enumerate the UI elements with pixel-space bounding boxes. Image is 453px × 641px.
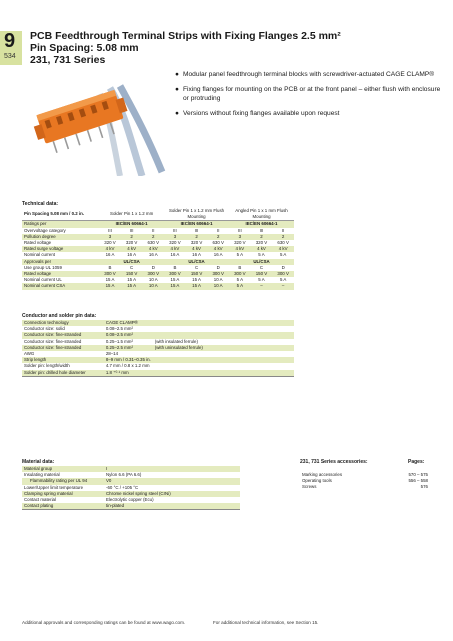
- cell-value: D: [142, 265, 164, 271]
- row-note: (with uninsulated ferrule): [153, 345, 294, 351]
- group-label: UL/CSA: [164, 259, 229, 265]
- cell-value: 10 A: [142, 283, 164, 289]
- cell-value: 630 V: [142, 240, 164, 246]
- cell-value: 16 A: [207, 252, 229, 258]
- cell-value: 5 A: [251, 277, 273, 283]
- cell-value: III: [164, 228, 186, 234]
- cell-value: 150 V: [121, 271, 143, 277]
- feature-item: ● Versions without fixing flanges available upon request: [175, 110, 340, 117]
- group-label: UL/CSA: [99, 259, 164, 265]
- row-label: Ratings per: [22, 221, 99, 228]
- cell-value: 15 A: [186, 277, 208, 283]
- row-value: CAGE CLAMP®: [104, 320, 153, 326]
- cell-value: 16 A: [164, 252, 186, 258]
- cell-value: C: [186, 265, 208, 271]
- accessories-heading: 231, 731 Series accessories:: [300, 459, 368, 465]
- row-value: 8–9 mm / 0.31–0.35 in.: [105, 357, 151, 363]
- cell-value: III: [251, 228, 273, 234]
- row-label: Contact material: [22, 497, 104, 503]
- cell-value: 3: [164, 234, 186, 240]
- feature-item: ● Fixing flanges for mounting on the PCB or at the front panel – either flush with enclosure or protruding: [175, 86, 441, 102]
- cell-value: 16 A: [186, 252, 208, 258]
- row-value: 0.08–2.5 mm²: [104, 326, 153, 332]
- row-label: Conductor size: solid: [22, 326, 104, 332]
- cell-value: C: [121, 265, 143, 271]
- cell-value: 150 V: [251, 271, 273, 277]
- row-label: Use group UL 1059: [22, 265, 99, 271]
- cell-value: 320 V: [99, 240, 121, 246]
- cell-value: 5 A: [229, 277, 251, 283]
- cell-value: 4 kV: [251, 246, 273, 252]
- cell-value: II: [272, 228, 294, 234]
- cell-value: 4 kV: [99, 246, 121, 252]
- material-table: [22, 466, 240, 510]
- cell-value: 300 V: [272, 271, 294, 277]
- cell-value: 16 A: [99, 252, 121, 258]
- cell-value: 300 V: [229, 271, 251, 277]
- row-label: Contact plating: [22, 503, 104, 510]
- technical-header-row: Pin Spacing 5.08 mm / 0.2 in. Solder Pin 1 x 1.2 mm Solder Pin 1 x 1.2 mm Flush Mounting Angled Pin 1 x 1 mm Flush Mounting: [22, 208, 294, 221]
- page-number: 534: [4, 53, 16, 60]
- cell-value: –: [251, 283, 273, 289]
- feature-item: ● Modular panel feedthrough terminal blocks with screwdriver-actuated CAGE CLAMP®: [175, 71, 435, 78]
- row-label: Lower/Upper limit temperature: [22, 485, 104, 491]
- accessory-label: Marking accessories: [300, 472, 380, 478]
- row-label: Approvals per: [22, 259, 99, 265]
- row-value: Chrome nickel spring steel (CrNi): [104, 491, 240, 497]
- technical-row: [22, 221, 294, 228]
- cell-value: 2: [186, 234, 208, 240]
- row-value: -60 °C / +105 °C: [104, 485, 240, 491]
- footer-right: For additional technical information, see Section 15.: [213, 620, 319, 625]
- cell-value: B: [229, 265, 251, 271]
- cell-value: 15 A: [99, 277, 121, 283]
- cell-value: 2: [207, 234, 229, 240]
- group-label: IEC/EN 60664-1: [99, 221, 164, 228]
- row-label: Material group: [22, 466, 104, 472]
- accessory-label: Operating tools: [300, 478, 380, 484]
- row-label: Rated voltage: [22, 240, 99, 246]
- cell-value: 300 V: [207, 271, 229, 277]
- row-label: Overvoltage category: [22, 228, 99, 234]
- cell-value: 300 V: [99, 271, 121, 277]
- footer-left: Additional approvals and corresponding ratings can be found at www.wago.com.: [22, 620, 186, 625]
- cell-value: III: [99, 228, 121, 234]
- cell-value: 4 kV: [121, 246, 143, 252]
- row-value: tin-plated: [104, 503, 240, 510]
- cell-value: 300 V: [142, 271, 164, 277]
- cell-value: 10 A: [142, 277, 164, 283]
- accessory-pages: 576: [380, 484, 430, 490]
- row-value: 4.7 mm / 0.8 x 1.2 mm: [104, 363, 153, 369]
- row-label: Nominal current UL: [22, 277, 99, 283]
- row-value: 0.25–2.5 mm²: [104, 345, 153, 351]
- cell-value: 2: [272, 234, 294, 240]
- cell-value: 2: [142, 234, 164, 240]
- material-heading: Material data:: [22, 459, 55, 465]
- row-note: [153, 370, 294, 377]
- cell-value: 5 A: [229, 252, 251, 258]
- row-label: Conductor size: fine-stranded: [22, 332, 104, 338]
- group-label: IEC/EN 60664-1: [229, 221, 294, 228]
- row-label: Solder pin: length/width: [22, 363, 104, 369]
- cell-value: 630 V: [272, 240, 294, 246]
- row-label: Insulating material: [22, 472, 104, 478]
- conductor-heading: Conductor and solder pin data:: [22, 313, 97, 319]
- chapter-number: 9: [4, 30, 16, 52]
- row-label: Nominal current: [22, 252, 99, 258]
- row-value: V0: [104, 478, 240, 484]
- group-label: UL/CSA: [229, 259, 294, 265]
- row-label: Flammability rating per UL 94: [22, 478, 104, 484]
- pages-heading: Pages:: [408, 459, 425, 465]
- row-note: (with insulated ferrule): [153, 339, 294, 345]
- cell-value: 3: [229, 234, 251, 240]
- row-label: Solder pin: drilled hole diameter: [22, 370, 104, 377]
- cell-value: 4 kV: [186, 246, 208, 252]
- technical-table: [22, 208, 294, 290]
- cell-value: 630 V: [207, 240, 229, 246]
- cell-value: 5 A: [272, 277, 294, 283]
- cell-value: C: [251, 265, 273, 271]
- row-label: Rated surge voltage: [22, 246, 99, 252]
- technical-row: [22, 283, 294, 289]
- accessory-label: Screws: [300, 484, 380, 490]
- cell-value: III: [121, 228, 143, 234]
- cell-value: 2: [251, 234, 273, 240]
- row-label: Connection technology: [22, 320, 104, 326]
- row-label: Conductor size: fine-stranded: [22, 339, 104, 345]
- conductor-row: [22, 370, 294, 377]
- cell-value: 15 A: [99, 283, 121, 289]
- cell-value: 5 A: [229, 283, 251, 289]
- cell-value: 300 V: [164, 271, 186, 277]
- cell-value: III: [229, 228, 251, 234]
- cell-value: 10 A: [207, 283, 229, 289]
- cell-value: 10 A: [207, 277, 229, 283]
- row-label: Nominal current CSA: [22, 283, 99, 289]
- cell-value: 16 A: [142, 252, 164, 258]
- row-label: Strip length: [22, 357, 104, 363]
- row-value: Nylon 6.6 (PA 6.6): [104, 472, 240, 478]
- group-label: IEC/EN 60664-1: [164, 221, 229, 228]
- cell-value: 320 V: [229, 240, 251, 246]
- title-line-3: 231, 731 Series: [30, 54, 106, 66]
- cell-value: 4 kV: [207, 246, 229, 252]
- cell-value: III: [186, 228, 208, 234]
- row-value: 0.25–1.5 mm²: [104, 339, 153, 345]
- row-value: 28–14: [104, 351, 153, 357]
- title-line-1: PCB Feedthrough Terminal Strips with Fixing Flanges 2.5 mm²: [30, 30, 341, 42]
- cell-value: 4 kV: [229, 246, 251, 252]
- cell-value: 320 V: [186, 240, 208, 246]
- cell-value: –: [272, 283, 294, 289]
- cell-value: 15 A: [164, 277, 186, 283]
- cell-value: B: [164, 265, 186, 271]
- cell-value: 4 kV: [142, 246, 164, 252]
- cell-value: 3: [99, 234, 121, 240]
- title-line-2: Pin Spacing: 5.08 mm: [30, 42, 139, 54]
- cell-value: 15 A: [121, 283, 143, 289]
- cell-value: D: [272, 265, 294, 271]
- row-label: Pollution degree: [22, 234, 99, 240]
- page-title: [30, 30, 341, 66]
- cell-value: D: [207, 265, 229, 271]
- accessories-table: [300, 472, 430, 491]
- technical-heading: Technical data:: [22, 201, 59, 207]
- row-value: I: [104, 466, 240, 472]
- cell-value: 2: [121, 234, 143, 240]
- cell-value: 5 A: [272, 252, 294, 258]
- cell-value: II: [207, 228, 229, 234]
- cell-value: 320 V: [121, 240, 143, 246]
- cell-value: 4 kV: [164, 246, 186, 252]
- row-value: Electrolytic copper (Ecu): [104, 497, 240, 503]
- cell-value: 15 A: [186, 283, 208, 289]
- cell-value: 15 A: [121, 277, 143, 283]
- material-row: [22, 503, 240, 510]
- accessory-row: [300, 484, 430, 490]
- cell-value: B: [99, 265, 121, 271]
- cell-value: II: [142, 228, 164, 234]
- row-value: 1.8 ⁺⁰·¹ mm: [104, 370, 153, 377]
- cell-value: 4 kV: [272, 246, 294, 252]
- row-label: Conductor size: fine-stranded: [22, 345, 104, 351]
- feature-list: [175, 70, 445, 124]
- row-label: AWG: [22, 351, 104, 357]
- row-value: 0.08–2.5 mm²: [104, 332, 153, 338]
- row-label: Rated voltage: [22, 271, 99, 277]
- cell-value: 15 A: [164, 283, 186, 289]
- accessory-pages: 556 – 558: [380, 478, 430, 484]
- cell-value: 16 A: [121, 252, 143, 258]
- cell-value: 5 A: [251, 252, 273, 258]
- cell-value: 320 V: [251, 240, 273, 246]
- conductor-table: [22, 320, 294, 377]
- row-label: Clamping spring material: [22, 491, 104, 497]
- product-photo: [30, 68, 170, 176]
- accessory-pages: 570 – 575: [380, 472, 430, 478]
- cell-value: 320 V: [164, 240, 186, 246]
- cell-value: 150 V: [186, 271, 208, 277]
